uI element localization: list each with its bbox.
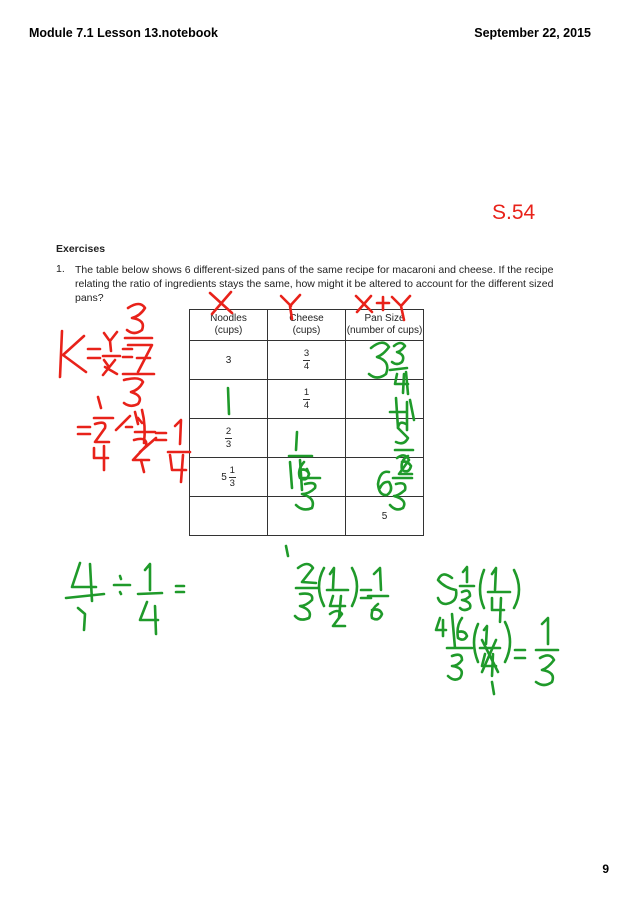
header-title: Module 7.1 Lesson 13.notebook [29, 26, 218, 40]
cell-cheese [268, 497, 346, 536]
cell-pan [346, 380, 424, 419]
table-header-row [190, 310, 424, 341]
table-row [190, 380, 424, 419]
cell-pan [346, 458, 424, 497]
cell-cheese [268, 458, 346, 497]
cell-noodles [190, 497, 268, 536]
exercises-heading: Exercises [56, 243, 106, 255]
header-cheese: Cheese (cups) [268, 310, 346, 341]
cell-noodles: $\frac{2}{3}$ [190, 419, 268, 458]
cell-pan [346, 419, 424, 458]
table-row [190, 458, 424, 497]
exercise-number: 1. [56, 263, 65, 275]
cell-noodles: 3 [190, 341, 268, 380]
cell-pan [346, 341, 424, 380]
page-number: 9 [602, 862, 609, 876]
header-pan-size: Pan Size (number of cups) [346, 310, 424, 341]
header-date: September 22, 2015 [474, 26, 591, 40]
cell-cheese [268, 419, 346, 458]
green-ink-calculations [66, 546, 558, 694]
cell-cheese: $\frac{3}{4}$ [268, 341, 346, 380]
cell-pan: 5 [346, 497, 424, 536]
cell-noodles [190, 380, 268, 419]
table-row [190, 497, 424, 536]
exercise-prompt: The table below shows 6 different-sized pans of the same recipe for macaroni and cheese. If the recipe relating the ratio of ingredients stays the same, how might it be altered to account for the different sized pans? [75, 264, 554, 304]
table-row [190, 341, 424, 380]
header-noodles: Noodles (cups) [190, 310, 268, 341]
standard-code-annotation: S.54 [492, 201, 536, 224]
red-ink-constant-work [60, 304, 190, 482]
recipe-table [189, 309, 424, 536]
cell-cheese: $\frac{1}{4}$ [268, 380, 346, 419]
table-row [190, 419, 424, 458]
cell-noodles: 5 $\frac{1}{3}$ [190, 458, 268, 497]
